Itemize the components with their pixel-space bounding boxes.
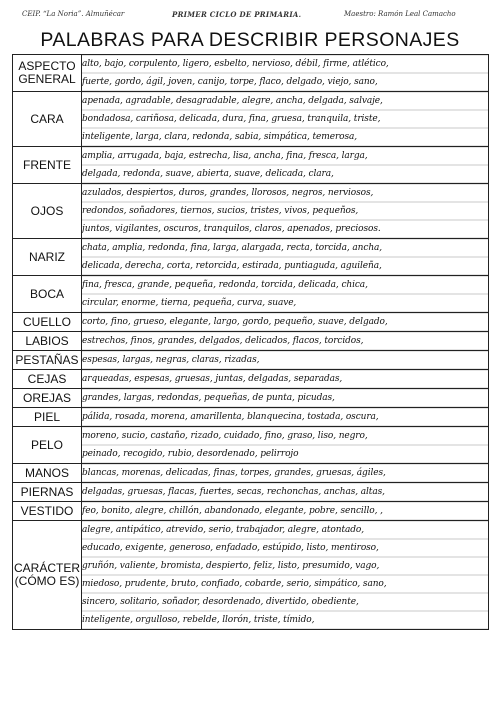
category-label: CARÁCTER (CÓMO ES): [13, 521, 82, 630]
adjective-list: [82, 502, 489, 521]
adjective-list: [82, 351, 489, 370]
adjective-line: sincero, solitario, soñador, desordenado, divertido, obediente,: [82, 597, 359, 607]
category-label: PIEL: [13, 408, 82, 427]
adjective-list: [82, 370, 489, 389]
adjective-list: [82, 147, 489, 184]
adjective-line: redondos, soñadores, tiernos, sucios, tristes, vivos, pequeños,: [82, 206, 359, 216]
category-label: ASPECTO GENERAL: [13, 55, 82, 92]
adjective-line: apenada, agradable, desagradable, alegre, ancha, delgada, salvaje,: [82, 96, 383, 106]
adjective-list: [82, 332, 489, 351]
category-label: NARIZ: [13, 239, 82, 276]
adjective-line: peinado, recogido, rubio, desordenado, pelirrojo: [82, 449, 299, 459]
adjective-line: espesas, largas, negras, claras, rizadas,: [82, 355, 260, 365]
adjective-line: alto, bajo, corpulento, ligero, esbelto, nervioso, débil, firme, atlético,: [82, 59, 389, 69]
adjective-list: [82, 313, 489, 332]
vocab-row: [13, 502, 489, 521]
adjective-list: [82, 427, 489, 464]
adjective-line: feo, bonito, alegre, chillón, abandonado, elegante, pobre, sencillo, ,: [82, 506, 383, 516]
vocab-row: [13, 389, 489, 408]
adjective-line: alegre, antipático, atrevido, serio, trabajador, alegre, atontado,: [82, 525, 364, 535]
adjective-line: miedoso, prudente, bruto, confiado, cobarde, serio, simpático, sano,: [82, 579, 387, 589]
vocab-row: [13, 147, 489, 184]
vocab-row: [13, 276, 489, 313]
adjective-list: [82, 92, 489, 147]
school-name: CEIP. “La Noria”. Almuñécar: [22, 10, 125, 18]
adjective-list: [82, 408, 489, 427]
vocabulary-table-body: [13, 55, 489, 630]
adjective-line: inteligente, larga, clara, redonda, sabia, simpática, temerosa,: [82, 132, 358, 142]
adjective-list: [82, 389, 489, 408]
vocab-row: [13, 521, 489, 630]
adjective-line: circular, enorme, tierna, pequeña, curva, suave,: [82, 298, 297, 308]
adjective-list: [82, 483, 489, 502]
adjective-line: gruñón, valiente, bromista, despierto, feliz, listo, presumido, vago,: [82, 561, 380, 571]
adjective-line: educado, exigente, generoso, enfadado, estúpido, listo, mentiroso,: [82, 543, 379, 553]
cycle-label: PRIMER CICLO DE PRIMARIA.: [172, 10, 302, 19]
vocab-row: [13, 92, 489, 147]
vocab-row: [13, 184, 489, 239]
category-label: PESTAÑAS: [13, 351, 82, 370]
category-label: BOCA: [13, 276, 82, 313]
adjective-line: pálida, rosada, morena, amarillenta, blanquecina, tostada, oscura,: [82, 412, 379, 422]
adjective-line: fina, fresca, grande, pequeña, redonda, torcida, delicada, chica,: [82, 280, 368, 290]
adjective-line: inteligente, orgulloso, rebelde, llorón, triste, tímido,: [82, 615, 315, 625]
adjective-line: amplia, arrugada, baja, estrecha, lisa, ancha, fina, fresca, larga,: [82, 151, 368, 161]
vocab-row: [13, 427, 489, 464]
vocab-row: [13, 483, 489, 502]
category-label: LABIOS: [13, 332, 82, 351]
vocab-row: [13, 408, 489, 427]
vocab-row: [13, 370, 489, 389]
adjective-line: delicada, derecha, corta, retorcida, estirada, puntiaguda, aguileña,: [82, 261, 382, 271]
adjective-line: estrechos, finos, grandes, delgados, delicados, flacos, torcidos,: [82, 336, 364, 346]
category-label: VESTIDO: [13, 502, 82, 521]
adjective-line: chata, amplia, redonda, fina, larga, alargada, recta, torcida, ancha,: [82, 243, 383, 253]
adjective-list: [82, 276, 489, 313]
category-label: FRENTE: [13, 147, 82, 184]
adjective-line: delgada, redonda, suave, abierta, suave, delicada, clara,: [82, 169, 334, 179]
teacher-name: Maestro: Ramón Leal Camacho: [344, 10, 456, 18]
category-label: PIERNAS: [13, 483, 82, 502]
vocab-row: [13, 313, 489, 332]
page-title: PALABRAS PARA DESCRIBIR PERSONAJES: [40, 29, 460, 51]
vocab-row: [13, 332, 489, 351]
adjective-list: [82, 464, 489, 483]
page-header: [22, 10, 484, 24]
adjective-list: [82, 521, 489, 630]
adjective-list: [82, 184, 489, 239]
adjective-line: fuerte, gordo, ágil, joven, canijo, torpe, flaco, delgado, viejo, sano,: [82, 77, 378, 87]
category-label: CEJAS: [13, 370, 82, 389]
category-label: OREJAS: [13, 389, 82, 408]
category-label: CARA: [13, 92, 82, 147]
adjective-line: bondadosa, cariñosa, delicada, dura, fina, gruesa, tranquila, triste,: [82, 114, 381, 124]
vocab-row: [13, 351, 489, 370]
adjective-line: arqueadas, espesas, gruesas, juntas, delgadas, separadas,: [82, 374, 343, 384]
vocab-row: [13, 239, 489, 276]
adjective-line: delgadas, gruesas, flacas, fuertes, secas, rechonchas, anchas, altas,: [82, 487, 385, 497]
vocabulary-table: [12, 54, 489, 630]
adjective-line: corto, fino, grueso, elegante, largo, gordo, pequeño, suave, delgado,: [82, 317, 388, 327]
category-label: OJOS: [13, 184, 82, 239]
adjective-line: grandes, largas, redondas, pequeñas, de punta, picudas,: [82, 393, 335, 403]
category-label: MANOS: [13, 464, 82, 483]
adjective-line: blancas, morenas, delicadas, finas, torpes, grandes, gruesas, ágiles,: [82, 468, 386, 478]
adjective-line: azulados, despiertos, duros, grandes, llorosos, negros, nerviosos,: [82, 188, 374, 198]
adjective-list: [82, 55, 489, 92]
category-label: CUELLO: [13, 313, 82, 332]
adjective-line: juntos, vigilantes, oscuros, tranquilos, claros, apenados, preciosos.: [82, 224, 381, 234]
adjective-list: [82, 239, 489, 276]
vocab-row: [13, 55, 489, 92]
adjective-line: moreno, sucio, castaño, rizado, cuidado, fino, graso, liso, negro,: [82, 431, 368, 441]
category-label: PELO: [13, 427, 82, 464]
vocab-row: [13, 464, 489, 483]
